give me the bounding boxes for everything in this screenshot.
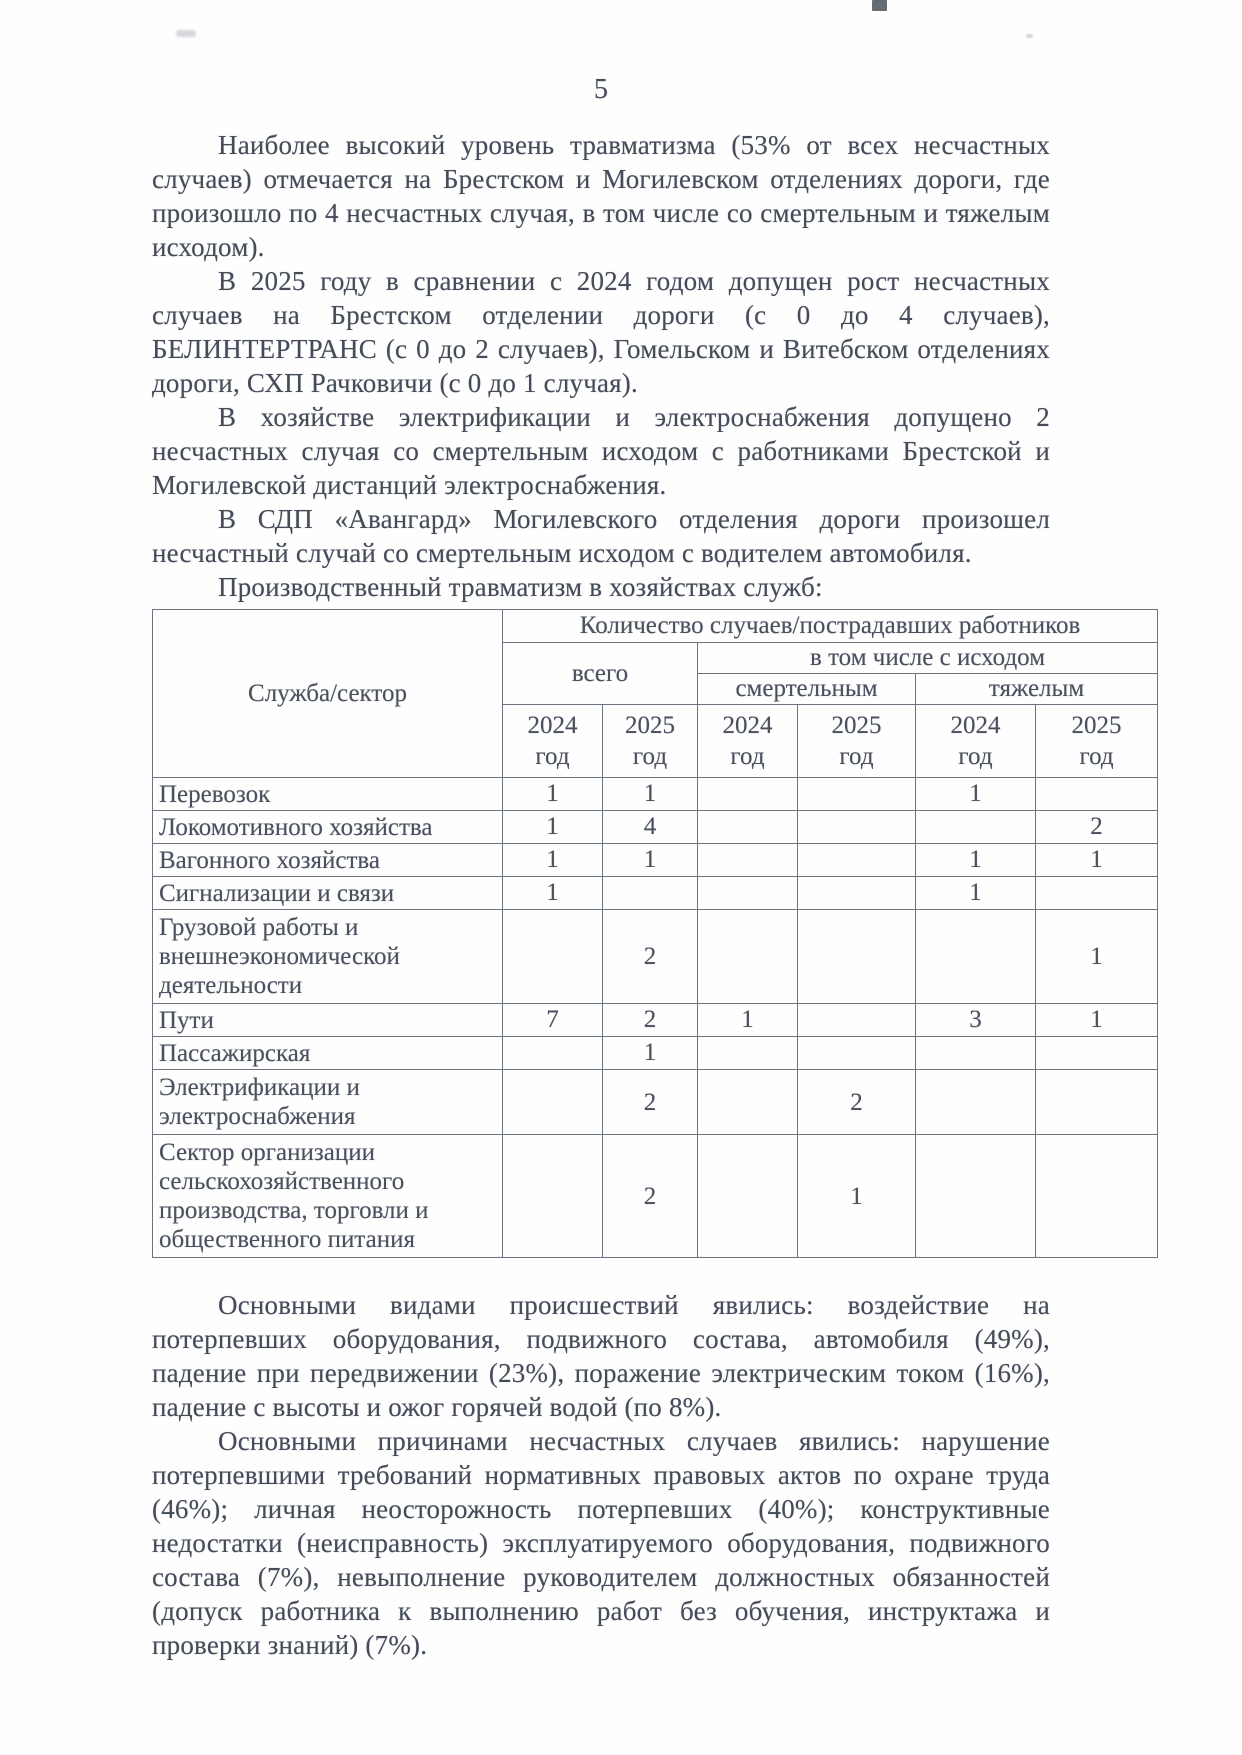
value-cell: 1 bbox=[503, 877, 603, 910]
table-row bbox=[153, 1135, 1158, 1258]
value-cell bbox=[798, 778, 916, 811]
value-cell: 3 bbox=[916, 1004, 1036, 1037]
value-cell bbox=[503, 1070, 603, 1135]
injury-statistics-table bbox=[152, 609, 1158, 1258]
table-row bbox=[153, 1037, 1158, 1070]
value-cell bbox=[916, 811, 1036, 844]
value-cell: 1 bbox=[1036, 1004, 1158, 1037]
paragraph-causes: Основными причинами несчастных случаев явились: нарушение потерпевшими требований нормативных правовых актов по охране труда (46%); личная неосторожность потерпевших (40%); конструктивные недостатки (неисправность) эксплуатируемого оборудования, подвижного состава (7%), невыполнение руководителем должностных обязанностей (допуск работника к выполнению работ без обучения, инструктажа и проверки знаний) (7%). bbox=[152, 1426, 1050, 1660]
table-row bbox=[153, 844, 1158, 877]
value-cell bbox=[798, 910, 916, 1004]
scan-smudge-top bbox=[872, 0, 887, 11]
value-cell bbox=[1036, 1037, 1158, 1070]
year-header-total-2024 bbox=[503, 705, 603, 778]
value-cell bbox=[1036, 1135, 1158, 1258]
scan-smudge-left-margin bbox=[176, 30, 196, 37]
service-name-cell: Пассажирская bbox=[153, 1037, 503, 1070]
value-cell: 1 bbox=[603, 1037, 698, 1070]
value-cell bbox=[698, 778, 798, 811]
value-cell: 1 bbox=[503, 844, 603, 877]
table-row bbox=[153, 910, 1158, 1004]
service-name-cell: Сектор организации сельскохозяйственного производства, торговли и общественного питания bbox=[153, 1135, 503, 1258]
service-name-cell: Грузовой работы и внешнеэкономической деятельности bbox=[153, 910, 503, 1004]
table-row bbox=[153, 1070, 1158, 1135]
value-cell bbox=[603, 877, 698, 910]
year-value: 2024 bbox=[950, 712, 1001, 739]
value-cell: 1 bbox=[916, 778, 1036, 811]
table-row bbox=[153, 811, 1158, 844]
scan-speck bbox=[1026, 34, 1033, 38]
year-word: год bbox=[958, 743, 993, 770]
table-row bbox=[153, 778, 1158, 811]
header-row-group bbox=[153, 610, 1158, 643]
value-cell bbox=[916, 1070, 1036, 1135]
value-cell bbox=[798, 811, 916, 844]
year-header-severe-2025 bbox=[1036, 705, 1158, 778]
value-cell: 1 bbox=[698, 1004, 798, 1037]
value-cell bbox=[503, 1037, 603, 1070]
value-cell: 1 bbox=[603, 778, 698, 811]
paragraph-injury-level: Наиболее высокий уровень травматизма (53% от всех несчастных случаев) отмечается на Брестском и Могилевском отделениях дороги, где произошло по 4 несчастных случая, в том числе со смертельным и тяжелым исходом). bbox=[152, 130, 1050, 262]
value-cell bbox=[798, 1037, 916, 1070]
year-value: 2025 bbox=[831, 712, 882, 739]
year-header-total-2025 bbox=[603, 705, 698, 778]
value-cell bbox=[503, 910, 603, 1004]
service-name-cell: Вагонного хозяйства bbox=[153, 844, 503, 877]
value-cell bbox=[798, 844, 916, 877]
service-name-cell: Пути bbox=[153, 1004, 503, 1037]
value-cell: 2 bbox=[603, 1070, 698, 1135]
value-cell bbox=[698, 811, 798, 844]
value-cell: 1 bbox=[503, 811, 603, 844]
year-value: 2024 bbox=[722, 712, 773, 739]
year-header-fatal-2025 bbox=[798, 705, 916, 778]
paragraph-electrification: В хозяйстве электрификации и электроснабжения допущено 2 несчастных случая со смертельным исходом с работниками Брестской и Могилевской дистанций электроснабжения. bbox=[152, 402, 1050, 500]
value-cell bbox=[916, 1037, 1036, 1070]
value-cell bbox=[698, 1037, 798, 1070]
paragraph-avangard: В СДП «Авангард» Могилевского отделения дороги произошел несчастный случай со смертельным исходом с водителем автомобиля. bbox=[152, 504, 1050, 568]
paragraph-table-lead: Производственный травматизм в хозяйствах служб: bbox=[218, 572, 823, 602]
year-word: год bbox=[839, 743, 874, 770]
value-cell bbox=[916, 1135, 1036, 1258]
value-cell bbox=[698, 910, 798, 1004]
outcome-header: в том числе с исходом bbox=[698, 643, 1158, 674]
value-cell bbox=[698, 1070, 798, 1135]
year-value: 2025 bbox=[625, 712, 675, 739]
value-cell bbox=[698, 1135, 798, 1258]
value-cell: 1 bbox=[916, 877, 1036, 910]
value-cell: 2 bbox=[603, 1004, 698, 1037]
service-name-cell: Локомотивного хозяйства bbox=[153, 811, 503, 844]
severe-header: тяжелым bbox=[916, 674, 1158, 705]
total-header: всего bbox=[503, 643, 698, 705]
value-cell: 1 bbox=[603, 844, 698, 877]
value-cell bbox=[916, 910, 1036, 1004]
value-cell bbox=[1036, 877, 1158, 910]
paragraph-incident-types: Основными видами происшествий явились: воздействие на потерпевших оборудования, подвижного состава, автомобиля (49%), падение при передвижении (23%), поражение электрическим током (16%), падение с высоты и ожог горячей водой (по 8%). bbox=[152, 1290, 1050, 1422]
value-cell: 1 bbox=[1036, 844, 1158, 877]
service-name-cell: Сигнализации и связи bbox=[153, 877, 503, 910]
value-cell: 2 bbox=[603, 1135, 698, 1258]
page-number: 5 bbox=[594, 74, 608, 105]
value-cell: 2 bbox=[603, 910, 698, 1004]
value-cell: 7 bbox=[503, 1004, 603, 1037]
value-cell: 4 bbox=[603, 811, 698, 844]
cases-group-header: Количество случаев/пострадавших работников bbox=[503, 610, 1158, 643]
table-row bbox=[153, 1004, 1158, 1037]
value-cell: 1 bbox=[1036, 910, 1158, 1004]
year-word: год bbox=[730, 743, 765, 770]
value-cell: 1 bbox=[798, 1135, 916, 1258]
value-cell: 1 bbox=[916, 844, 1036, 877]
year-value: 2025 bbox=[1071, 712, 1122, 739]
value-cell: 2 bbox=[798, 1070, 916, 1135]
paragraph-2025-growth: В 2025 году в сравнении с 2024 годом допущен рост несчастных случаев на Брестском отделении дороги (с 0 до 4 случаев), БЕЛИНТЕРТРАНС (с 0 до 2 случаев), Гомельском и Витебском отделениях дороги, СХП Рачковичи (с 0 до 1 случая). bbox=[152, 266, 1050, 398]
value-cell: 2 bbox=[1036, 811, 1158, 844]
value-cell bbox=[798, 1004, 916, 1037]
fatal-header: смертельным bbox=[698, 674, 916, 705]
value-cell bbox=[1036, 778, 1158, 811]
service-name-cell: Электрификации и электроснабжения bbox=[153, 1070, 503, 1135]
value-cell bbox=[698, 844, 798, 877]
year-word: год bbox=[1079, 743, 1114, 770]
year-header-fatal-2024 bbox=[698, 705, 798, 778]
table-row bbox=[153, 877, 1158, 910]
value-cell bbox=[798, 877, 916, 910]
service-name-cell: Перевозок bbox=[153, 778, 503, 811]
value-cell: 1 bbox=[503, 778, 603, 811]
service-column-header: Служба/сектор bbox=[153, 610, 503, 778]
value-cell bbox=[1036, 1070, 1158, 1135]
value-cell bbox=[698, 877, 798, 910]
year-header-severe-2024 bbox=[916, 705, 1036, 778]
year-value: 2024 bbox=[527, 712, 578, 739]
value-cell bbox=[503, 1135, 603, 1258]
document-content bbox=[152, 128, 1122, 1662]
year-word: год bbox=[535, 743, 570, 770]
year-word: год bbox=[632, 743, 668, 770]
